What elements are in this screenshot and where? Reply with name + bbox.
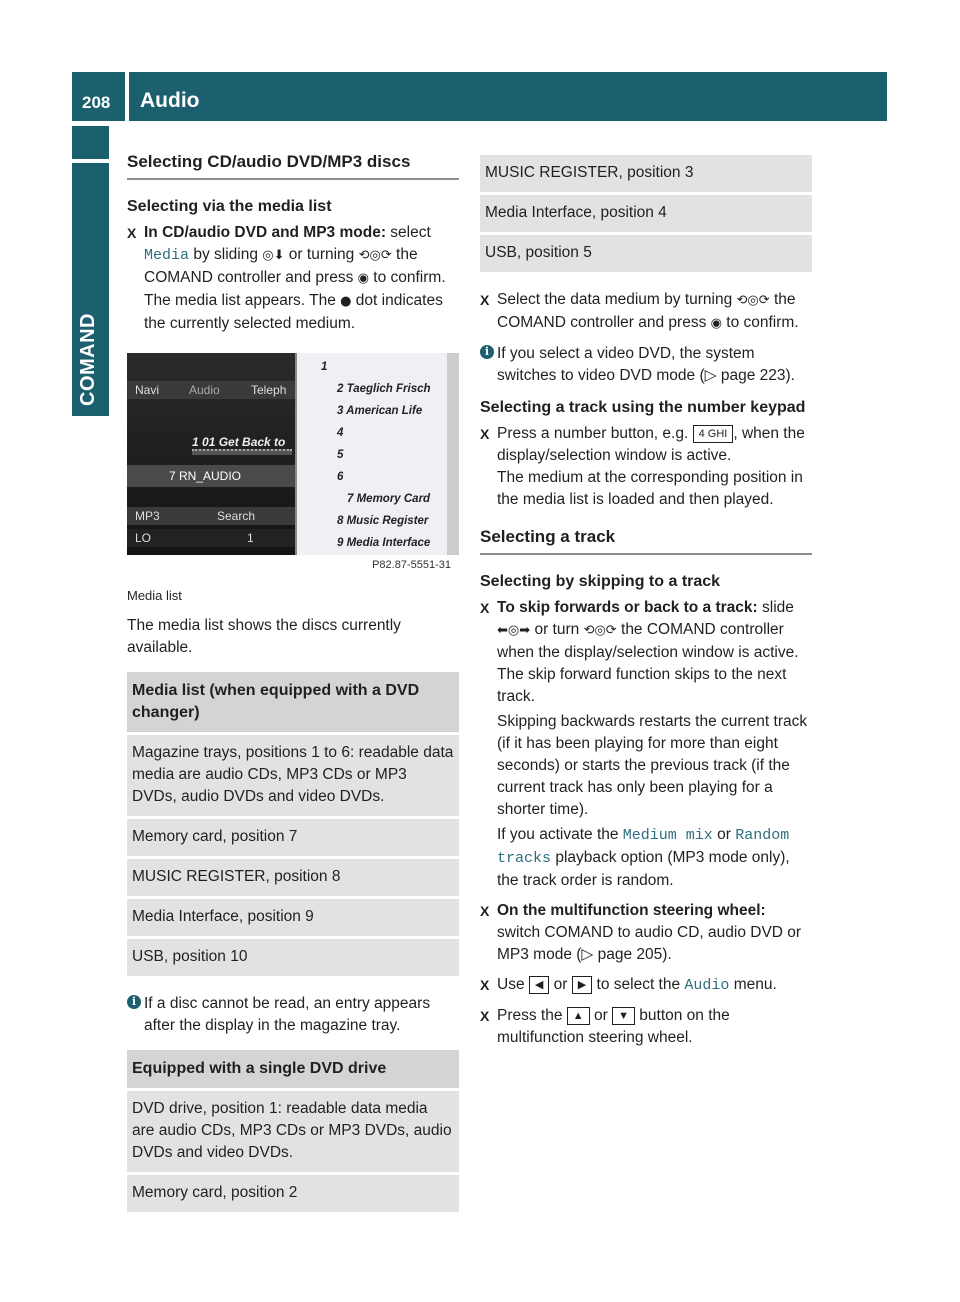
screen-scrollbar: [447, 353, 459, 555]
screen-menu-bar: Navi Audio Teleph: [127, 381, 297, 399]
screen-bottom-bar: MP3 Search: [127, 507, 297, 525]
header-divider: [125, 72, 129, 121]
controller-turn-icon: ⟲◎⟳: [736, 293, 770, 308]
up-button-icon: ▲: [567, 1007, 590, 1025]
list-item: 7 Memory Card: [347, 493, 431, 505]
list-item: 9 Media Interface: [337, 537, 431, 549]
controller-slide-left-right-icon: ⬅◎➡: [497, 623, 531, 638]
subheading-media-list: Selecting via the media list: [127, 198, 332, 215]
table-row: DVD drive, position 1: readable data media are audio CDs, MP3 CDs or MP3 DVDs, audio DVDs and video DVDs.: [127, 1091, 459, 1172]
right-column: [480, 152, 812, 1057]
intro-text: The media list shows the discs currently available.: [127, 617, 401, 656]
screen-media-list: [295, 353, 447, 555]
table-header: Equipped with a single DVD drive: [127, 1050, 459, 1088]
instruction-step: X In CD/audio DVD and MP3 mode: select Media by sliding ◎⬇ or turning ⟲◎⟳ the COMAND controller and press ◉ to confirm. The media list appears. The ● dot indicates the currently selected medium.: [127, 224, 446, 332]
list-item: 2 Taeglich Frisch: [337, 383, 431, 395]
info-icon: i: [480, 345, 494, 359]
instruction-step: X To skip forwards or back to a track: slide ⬅◎➡ or turn ⟲◎⟳ the COMAND controller when the display/selection window is active. The skip forward function skips to the next track. Skipping backwards restarts the current track (if it has been playing for more than eight seconds) or starts the previous track (if the current track has only been playing for a shorter time). If you activate the Medium mix or Random tracks playback option (MP3 mode only), the track order is random.: [480, 599, 808, 889]
table-row: Media Interface, position 4: [480, 195, 812, 232]
number-key-4-icon: 4 GHI: [693, 425, 734, 443]
screen-current-medium: 7 RN_AUDIO: [127, 465, 297, 487]
list-item: 1: [321, 361, 328, 373]
list-item: 8 Music Register: [337, 515, 429, 527]
media-table-continued: [480, 152, 812, 275]
page-number: 208: [82, 93, 111, 112]
option-random-tracks: Random tracks: [497, 827, 790, 867]
instruction-step: X Press the ▲ or ▼ button on the multifunction steering wheel.: [480, 1007, 730, 1046]
screen-progress: [192, 449, 292, 455]
section-heading: Selecting a track: [480, 525, 812, 555]
step-marker-icon: X: [480, 1008, 490, 1024]
controller-slide-down-icon: ◎⬇: [262, 248, 285, 263]
step-marker-icon: X: [480, 426, 490, 442]
info-note: i If you select a video DVD, the system switches to video DVD mode (▷ page 223).: [480, 343, 812, 387]
table-row: Media Interface, position 9: [127, 899, 459, 936]
image-caption: Media list: [127, 588, 182, 603]
down-button-icon: ▼: [612, 1007, 635, 1025]
list-item: 3 American Life: [337, 405, 423, 417]
info-icon: i: [127, 995, 141, 1009]
right-button-icon: ▶: [572, 976, 592, 994]
section-tab-square: [72, 126, 109, 163]
instruction-step: X Use ◀ or ▶ to select the Audio menu.: [480, 976, 777, 994]
table-row: Memory card, position 2: [127, 1175, 459, 1212]
section-heading: Selecting CD/audio DVD/MP3 discs: [127, 150, 459, 180]
option-medium-mix: Medium mix: [622, 827, 713, 844]
table-row: MUSIC REGISTER, position 3: [480, 155, 812, 192]
controller-press-icon: ◉: [710, 316, 722, 331]
table-header: Media list (when equipped with a DVD changer): [127, 672, 459, 732]
page-title: Audio: [140, 89, 200, 112]
instruction-step: X On the multifunction steering wheel: switch COMAND to audio CD, audio DVD or MP3 mode (▷ page 205).: [480, 902, 802, 963]
left-button-icon: ◀: [529, 976, 549, 994]
media-table-changer: [127, 669, 459, 979]
step-marker-icon: X: [480, 292, 490, 308]
image-code: P82.87-5551-31: [127, 555, 459, 575]
section-tab: [72, 126, 109, 416]
table-row: USB, position 5: [480, 235, 812, 272]
menu-item-audio: Audio: [684, 977, 730, 994]
selected-dot-icon: ●: [340, 294, 352, 309]
media-table-single-drive: [127, 1047, 459, 1215]
table-row: Magazine trays, positions 1 to 6: readable data media are audio CDs, MP3 CDs or MP3 DVDs, audio DVDs and video DVDs.: [127, 735, 459, 816]
table-row: USB, position 10: [127, 939, 459, 976]
menu-item-media: Media: [144, 247, 190, 264]
step-marker-icon: X: [127, 225, 137, 241]
step-marker-icon: X: [480, 977, 490, 993]
left-column: [127, 150, 459, 1229]
section-label: COMAND: [77, 313, 99, 406]
list-item: 6: [337, 471, 344, 483]
subheading-keypad: Selecting a track using the number keypad: [480, 399, 806, 416]
table-row: MUSIC REGISTER, position 8: [127, 859, 459, 896]
screen-status-bar: LO 1: [127, 529, 297, 547]
list-item: 5: [337, 449, 344, 461]
instruction-step: X Press a number button, e.g. 4 GHI , when the display/selection window is active. The medium at the corresponding position in the media list is loaded and then played.: [480, 425, 805, 508]
controller-turn-icon: ⟲◎⟳: [583, 623, 617, 638]
subheading-skipping: Selecting by skipping to a track: [480, 573, 721, 590]
info-note: i If a disc cannot be read, an entry appears after the display in the magazine tray.: [127, 993, 459, 1037]
screen-track: 1 01 Get Back to: [192, 435, 286, 449]
media-list-screenshot: [127, 353, 459, 575]
instruction-step: X Select the data medium by turning ⟲◎⟳ the COMAND controller and press ◉ to confirm.: [480, 291, 799, 331]
table-row: Memory card, position 7: [127, 819, 459, 856]
step-marker-icon: X: [480, 600, 490, 616]
controller-press-icon: ◉: [357, 271, 369, 286]
controller-turn-icon: ⟲◎⟳: [358, 248, 392, 263]
page-header: [72, 72, 887, 121]
step-marker-icon: X: [480, 903, 490, 919]
list-item: 4: [337, 427, 344, 439]
